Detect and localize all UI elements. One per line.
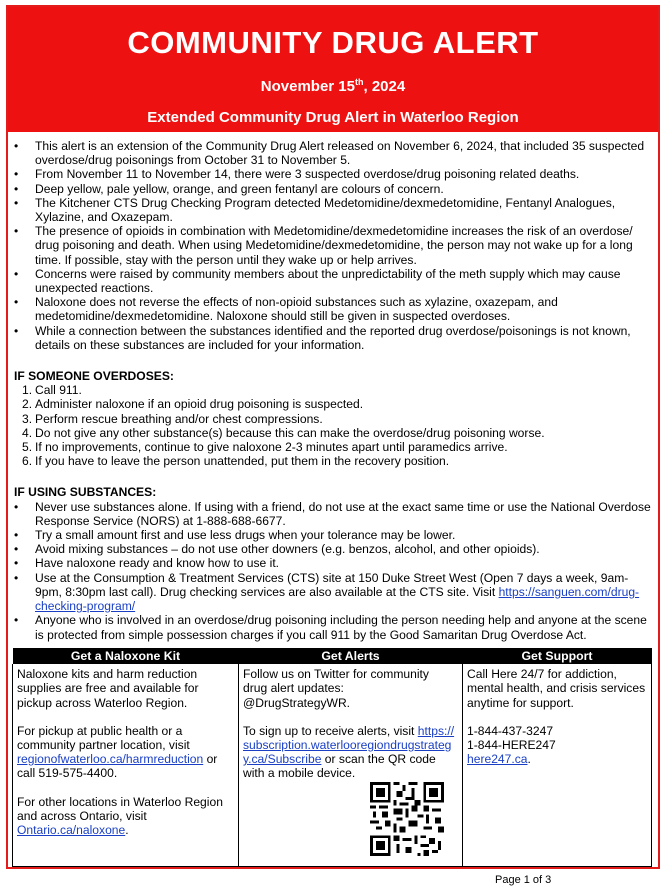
list-item: • Deep yellow, pale yellow, orange, and green fentanyl are colours of concern. <box>14 182 652 196</box>
pickup-text: For pickup at public health or a community partner location, visit <box>17 723 190 753</box>
naloxone-kit-cell <box>13 664 239 867</box>
other-locations-text: For other locations in Waterloo Region and across Ontario, visit <box>17 794 223 823</box>
subscribe-text: To sign up to receive alerts, visit <box>243 723 418 738</box>
naloxone-availability: Naloxone kits and harm reduction supplies are free and available for pickup across Waterloo Region. <box>17 667 199 710</box>
list-item: • Concerns were raised by community members about the unpredictability of the meth supply which may cause unexpected reactions. <box>14 267 652 295</box>
subscribe-info <box>243 724 458 781</box>
harm-reduction-link[interactable]: regionofwaterloo.ca/harmreduction <box>17 752 204 767</box>
pickup-phone: or call 519-575-4400. <box>17 752 218 781</box>
twitter-info: Follow us on Twitter for community drug alert updates: @DrugStrategyWR. <box>243 667 429 710</box>
using-heading: IF USING SUBSTANCES: <box>14 485 157 500</box>
subscribe-link[interactable]: https://subscription.waterlooregiondrugstrategy.ca/Subscribe <box>243 723 455 767</box>
support-info: Call Here 24/7 for addiction, mental health, and crisis services anytime for support. <box>467 667 646 710</box>
step-text: Perform rescue breathing and/or chest compressions. <box>35 411 323 426</box>
step-number: 2. <box>22 397 33 412</box>
get-alerts-cell <box>239 664 463 867</box>
naloxone-kit-header: Get a Naloxone Kit <box>13 648 239 664</box>
list-item: • Have naloxone ready and know how to use it. <box>14 556 652 570</box>
pickup-info <box>17 724 234 781</box>
step-text: If no improvements, continue to give naloxone 2-3 minutes apart until paramedics arrive. <box>35 440 508 455</box>
support-contacts <box>467 724 647 767</box>
list-item: • Avoid mixing substances – do not use other downers (e.g. benzos, alcohol, and other opioids). <box>14 542 652 556</box>
list-item <box>14 426 652 440</box>
resources-body-row <box>13 664 652 867</box>
step-text: Administer naloxone if an opioid drug poisoning is suspected. <box>35 397 364 412</box>
using-bullet-list <box>14 500 652 642</box>
step-text: Call 911. <box>35 383 82 398</box>
resources-header-row <box>13 648 652 664</box>
ontario-naloxone-link[interactable]: Ontario.ca/naloxone <box>17 823 126 838</box>
support-phone-letters: 1-844-HERE247 <box>467 738 556 753</box>
here247-link[interactable]: here247.ca <box>467 752 528 767</box>
page-number: Page 1 of 3 <box>495 874 552 886</box>
step-number: 4. <box>22 425 33 440</box>
alert-header <box>8 7 658 132</box>
date-year: , 2024 <box>363 78 406 95</box>
drug-checking-link[interactable]: https://sanguen.com/drug-checking-program/ <box>35 584 640 614</box>
alert-content <box>8 132 658 642</box>
list-item: • The Kitchener CTS Drug Checking Program detected Medetomidine/dexmedetomidine, Fentanyl Analogues, Xylazine, and Oxazepam. <box>14 196 652 224</box>
list-item <box>14 454 652 468</box>
step-number: 6. <box>22 454 33 469</box>
step-number: 1. <box>22 383 33 398</box>
step-number: 5. <box>22 440 33 455</box>
list-item: • The presence of opioids in combination with Medetomidine/dexmedetomidine increases the risk of an overdose/ drug poisoning and death. When using Medetomidine/dexmedetomidine, the person may not wake up for a long time. If possible, stay with the person until they wake up or help arrives. <box>14 224 652 267</box>
cts-text: Use at the Consumption & Treatment Services (CTS) site at 150 Duke Street West (Open 7 days a week, 9am-9pm, 8:30pm last call). Drug checking services are also available at the CTS site. Visit <box>35 570 629 599</box>
list-item <box>14 571 652 614</box>
period: . <box>125 823 129 838</box>
list-item: • Never use substances alone. If using with a friend, do not use at the exact same time or use the National Overdose Response Service (NORS) at 1-888-688-6677. <box>14 500 652 528</box>
get-alerts-header: Get Alerts <box>239 648 463 664</box>
step-text: If you have to leave the person unattended, put them in the recovery position. <box>35 454 450 469</box>
get-support-header: Get Support <box>463 648 652 664</box>
alert-bullet-list <box>14 139 652 352</box>
overdose-steps <box>14 383 652 468</box>
date-main: November 15 <box>260 78 355 95</box>
list-item: • Anyone who is involved in an overdose/drug poisoning including the person needing help and anyone at the scene is protected from simple possession charges if you call 911 by the Good Samaritan Drug Overdose Act. <box>14 613 652 641</box>
step-text: Do not give any other substance(s) because this can make the overdose/drug poisoning worse. <box>35 425 545 440</box>
support-phone: 1-844-437-3247 <box>467 723 554 738</box>
list-item <box>14 440 652 454</box>
overdose-heading: IF SOMEONE OVERDOSES: <box>14 369 174 384</box>
qr-code-icon[interactable] <box>370 782 444 856</box>
list-item: • Naloxone does not reverse the effects of non-opioid substances such as xylazine, oxazepam, and medetomidine/dexmedetomidine. Naloxone should still be given in suspected overdoses. <box>14 295 652 323</box>
resources-table <box>12 648 652 867</box>
alert-subtitle: Extended Community Drug Alert in Waterloo Region <box>147 109 519 126</box>
list-item: • Try a small amount first and use less drugs when your tolerance may be lower. <box>14 528 652 542</box>
list-item: • From November 11 to November 14, there were 3 suspected overdose/drug poisoning related deaths. <box>14 167 652 181</box>
other-locations-info <box>17 795 234 838</box>
step-number: 3. <box>22 411 33 426</box>
date-suffix: th <box>355 77 364 87</box>
alert-date <box>8 77 658 95</box>
list-item: • This alert is an extension of the Community Drug Alert released on November 6, 2024, that included 35 suspected overdose/drug poisonings from October 31 to November 5. <box>14 139 652 167</box>
list-item <box>14 412 652 426</box>
list-item: • While a connection between the substances identified and the reported drug overdose/poisonings is not known, details on these substances are included for your information. <box>14 324 652 352</box>
period: . <box>527 752 531 767</box>
list-item <box>14 383 652 397</box>
page-title: COMMUNITY DRUG ALERT <box>127 25 539 60</box>
qr-instruction: or scan the QR code with a mobile device. <box>243 752 436 781</box>
list-item <box>14 397 652 411</box>
get-support-cell <box>463 664 652 867</box>
